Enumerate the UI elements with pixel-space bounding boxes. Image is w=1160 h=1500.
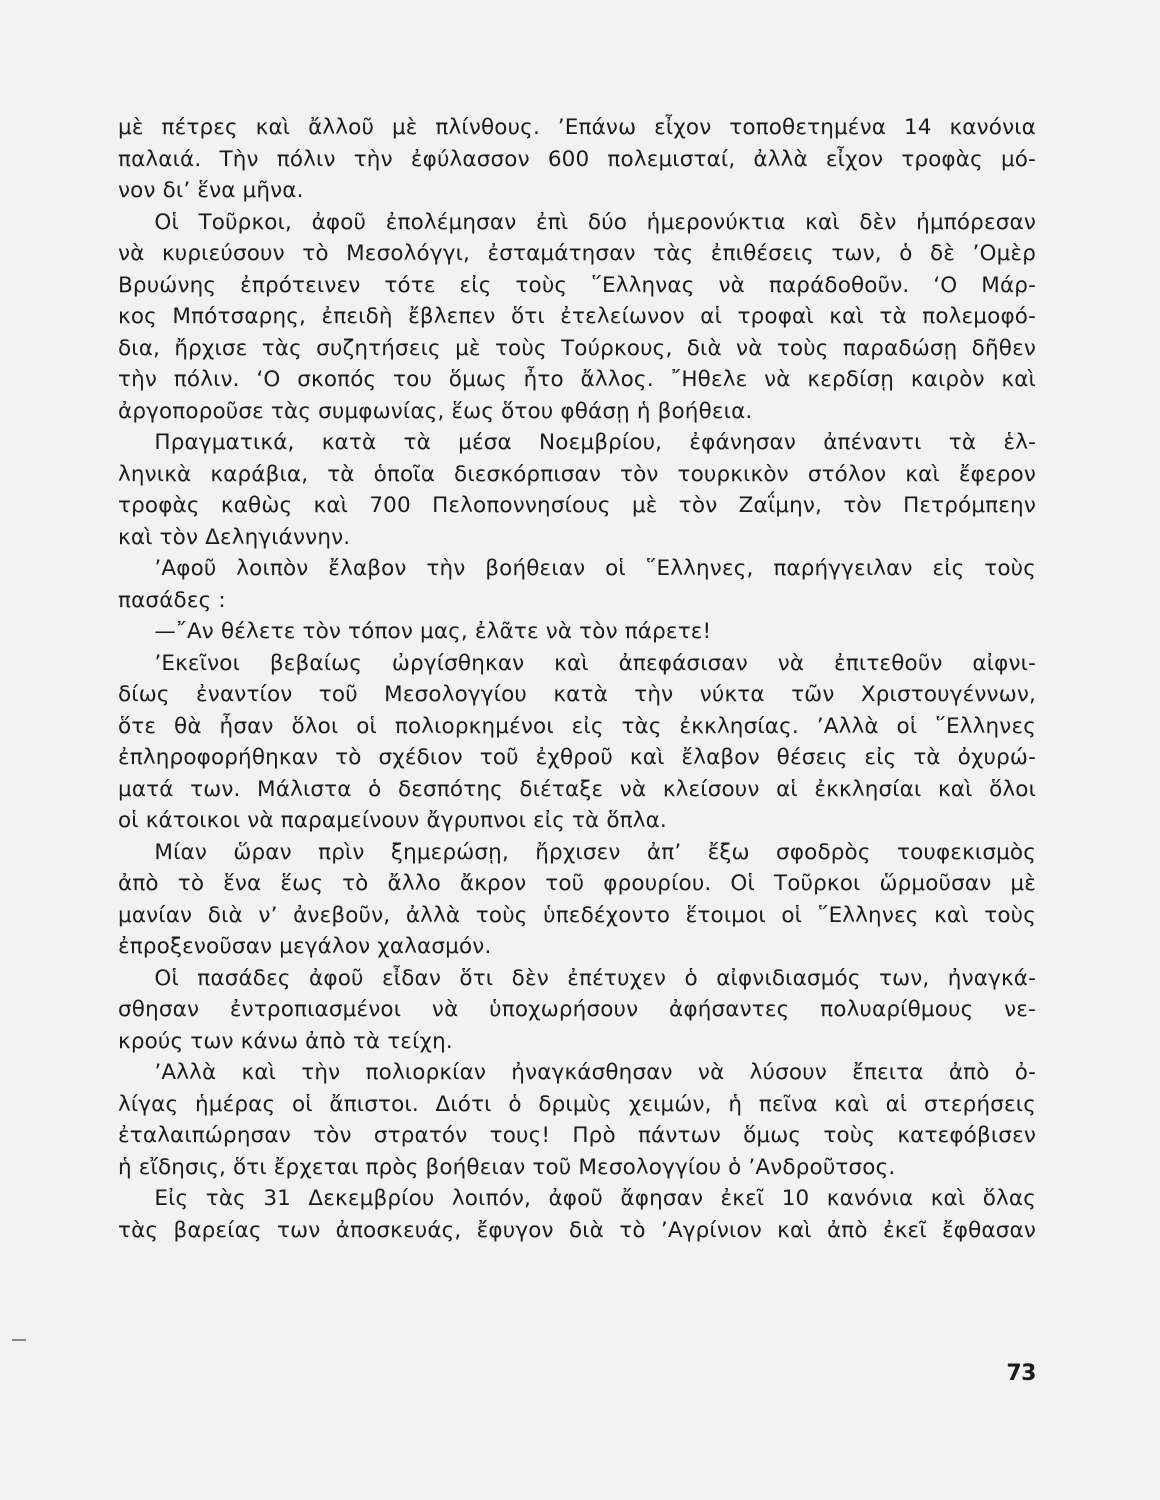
text-line-content: ἐπροξενοῦσαν μεγάλον χαλασμόν.	[118, 934, 492, 959]
text-line	[118, 490, 1036, 522]
body-text	[118, 112, 1036, 1246]
text-line-content: παλαιά. Τὴν πόλιν τὴν ἐφύλασσον 600 πολεμισταί, ἀλλὰ εἶχον τροφὰς μό-	[118, 146, 1036, 172]
text-line-content: μὲ πέτρες καὶ ἄλλοῦ μὲ πλίνθους. ’Επάνω εἶχον τοποθετημένα 14 κανόνια	[118, 115, 1036, 140]
text-line-content: Μίαν ὥραν πρὶν ξημερώσῃ, ἤρχισεν ἀπ’ ἔξω σφοδρὸς τουφεκισμὸς	[154, 839, 1036, 865]
text-line-content: κρούς των κάνω ἀπὸ τὰ τείχη.	[118, 1028, 453, 1054]
text-line-content: δια, ἤρχισε τὰς συζητήσεις μὲ τοὺς Τούρκους, διὰ νὰ τοὺς παραδώσῃ δῆθεν	[118, 335, 1036, 361]
text-line	[118, 301, 1036, 333]
text-line	[118, 553, 1036, 585]
text-line	[118, 1215, 1036, 1247]
text-line-content: πασάδες :	[118, 587, 226, 613]
text-line-content: Εἰς τὰς 31 Δεκεμβρίου λοιπόν, ἀφοῦ ἄφησαν ἐκεῖ 10 κανόνια καὶ ὅλας	[154, 1186, 1036, 1211]
text-line	[118, 522, 1036, 554]
text-line	[118, 1026, 1036, 1058]
text-line	[118, 175, 1036, 207]
text-line	[118, 1183, 1036, 1215]
margin-mark	[12, 1339, 26, 1341]
text-line	[118, 238, 1036, 270]
text-line-content: ’Αλλὰ καὶ τὴν πολιορκίαν ἠναγκάσθησαν νὰ λύσουν ἔπειτα ἀπὸ ὀ-	[154, 1060, 1036, 1085]
text-line-content: ληνικὰ καράβια, τὰ ὁποῖα διεσκόρπισαν τὸν τουρκικὸν στόλον καὶ ἔφερον	[118, 461, 1036, 487]
text-line-content: οἱ κάτοικοι νὰ παραμείνουν ἄγρυπνοι εἰς τὰ ὅπλα.	[118, 808, 667, 833]
text-line-content: ἀπὸ τὸ ἕνα ἕως τὸ ἄλλο ἄκρον τοῦ φρουρίου. Οἱ Τοῦρκοι ὥρμοῦσαν μὲ	[118, 871, 1036, 896]
text-line-content: ’Εκεῖνοι βεβαίως ὠργίσθηκαν καὶ ἀπεφάσισαν νὰ ἐπιτεθοῦν αἰφνι-	[154, 650, 1036, 676]
text-line	[118, 963, 1036, 995]
text-line	[118, 837, 1036, 869]
text-line	[118, 1057, 1036, 1089]
text-line	[118, 774, 1036, 806]
text-line-content: τὴν πόλιν. ‘Ο σκοπός του ὅμως ἦτο ἄλλος. ῎Ηθελε νὰ κερδίσῃ καιρὸν καὶ	[118, 367, 1036, 392]
text-line-content: ’Αφοῦ λοιπὸν ἔλαβον τὴν βοήθειαν οἱ ῞Ελληνες, παρήγγειλαν εἰς τοὺς	[154, 556, 1036, 581]
text-line-content: καὶ τὸν Δεληγιάννην.	[118, 524, 351, 550]
text-line	[118, 333, 1036, 365]
text-line-content: ἐπληροφορήθηκαν τὸ σχέδιον τοῦ ἐχθροῦ καὶ ἔλαβον θέσεις εἰς τὰ ὀχυρώ-	[118, 745, 1036, 770]
text-line	[118, 931, 1036, 963]
text-line-content: τροφὰς καθὼς καὶ 700 Πελοποννησίους μὲ τὸν Ζαΐμην, τὸν Πετρόμπεην	[118, 493, 1036, 518]
text-line	[118, 459, 1036, 491]
text-line	[118, 711, 1036, 743]
text-line-content: Οἱ Τοῦρκοι, ἀφοῦ ἐπολέμησαν ἐπὶ δύο ἡμερονύκτια καὶ δὲν ἠμπόρεσαν	[154, 209, 1036, 235]
text-line	[118, 144, 1036, 176]
text-line	[118, 994, 1036, 1026]
text-line-content: ἐταλαιπώρησαν τὸν στρατόν τους! Πρὸ πάντων ὅμως τοὺς κατεφόβισεν	[118, 1123, 1036, 1148]
text-line-content: ἀργοποροῦσε τὰς συμφωνίας, ἕως ὅτου φθάσῃ ἡ βοήθεια.	[118, 398, 753, 424]
text-line-content: μανίαν διὰ ν’ ἀνεβοῦν, ἀλλὰ τοὺς ὑπεδέχοντο ἕτοιμοι οἱ ῞Ελληνες καὶ τοὺς	[118, 902, 1036, 928]
text-line	[118, 396, 1036, 428]
text-line-content: λίγας ἡμέρας οἱ ἄπιστοι. Διότι ὁ δριμὺς χειμών, ἡ πεῖνα καὶ αἱ στερήσεις	[118, 1091, 1036, 1117]
text-line	[118, 742, 1036, 774]
text-line-content: νον δι’ ἕνα μῆνα.	[118, 178, 304, 203]
text-line-content: Βρυώνης ἐπρότεινεν τότε εἰς τοὺς ῞Ελληνας νὰ παράδοθοῦν. ‘Ο Μάρ-	[118, 272, 1036, 298]
text-line	[118, 1152, 1036, 1184]
text-line-content: ματά των. Μάλιστα ὁ δεσπότης διέταξε νὰ κλείσουν αἱ ἐκκλησίαι καὶ ὅλοι	[118, 776, 1036, 802]
text-line-content: Πραγματικά, κατὰ τὰ μέσα Νοεμβρίου, ἐφάνησαν ἀπέναντι τὰ ἑλ-	[154, 430, 1036, 455]
text-line	[118, 679, 1036, 711]
text-line-content: δίως ἐναντίον τοῦ Μεσολογγίου κατὰ τὴν νύκτα τῶν Χριστουγέννων,	[118, 682, 1036, 707]
text-line	[118, 270, 1036, 302]
text-line-content: κος Μπότσαρης, ἐπειδὴ ἔβλεπεν ὅτι ἐτελείωνον αἱ τροφαὶ καὶ τὰ πολεμοφό-	[118, 304, 1036, 329]
text-line	[118, 585, 1036, 617]
text-line-content: ὅτε θὰ ἦσαν ὅλοι οἱ πολιορκημένοι εἰς τὰς ἐκκλησίας. ’Αλλὰ οἱ ῞Ελληνες	[118, 713, 1036, 739]
text-line	[118, 364, 1036, 396]
text-line	[118, 1120, 1036, 1152]
text-line-content: —῎Αν θέλετε τὸν τόπον μας, ἐλᾶτε νὰ τὸν πάρετε!	[154, 619, 712, 644]
text-line	[118, 207, 1036, 239]
text-line	[118, 427, 1036, 459]
text-line-content: σθησαν ἐντροπιασμένοι νὰ ὑποχωρήσουν ἀφήσαντες πολυαρίθμους νε-	[118, 997, 1036, 1022]
text-line	[118, 805, 1036, 837]
text-line-content: Οἱ πασάδες ἀφοῦ εἶδαν ὅτι δὲν ἐπέτυχεν ὁ αἰφνιδιασμός των, ἠναγκά-	[154, 965, 1036, 991]
text-line	[118, 112, 1036, 144]
text-line	[118, 616, 1036, 648]
text-line-content: ἡ εἴδησις, ὅτι ἔρχεται πρὸς βοήθειαν τοῦ Μεσολογγίου ὁ ’Ανδροῦτσος.	[118, 1154, 896, 1180]
page-number: 73	[1006, 1361, 1036, 1386]
text-line	[118, 1089, 1036, 1121]
text-line	[118, 900, 1036, 932]
text-line	[118, 648, 1036, 680]
text-line-content: τὰς βαρείας των ἀποσκευάς, ἔφυγον διὰ τὸ ’Αγρίνιον καὶ ἀπὸ ἐκεῖ ἔφθασαν	[118, 1217, 1036, 1243]
text-line	[118, 868, 1036, 900]
text-line-content: νὰ κυριεύσουν τὸ Μεσολόγγι, ἐσταμάτησαν τὰς ἐπιθέσεις των, ὁ δὲ ’Ομὲρ	[118, 241, 1036, 266]
